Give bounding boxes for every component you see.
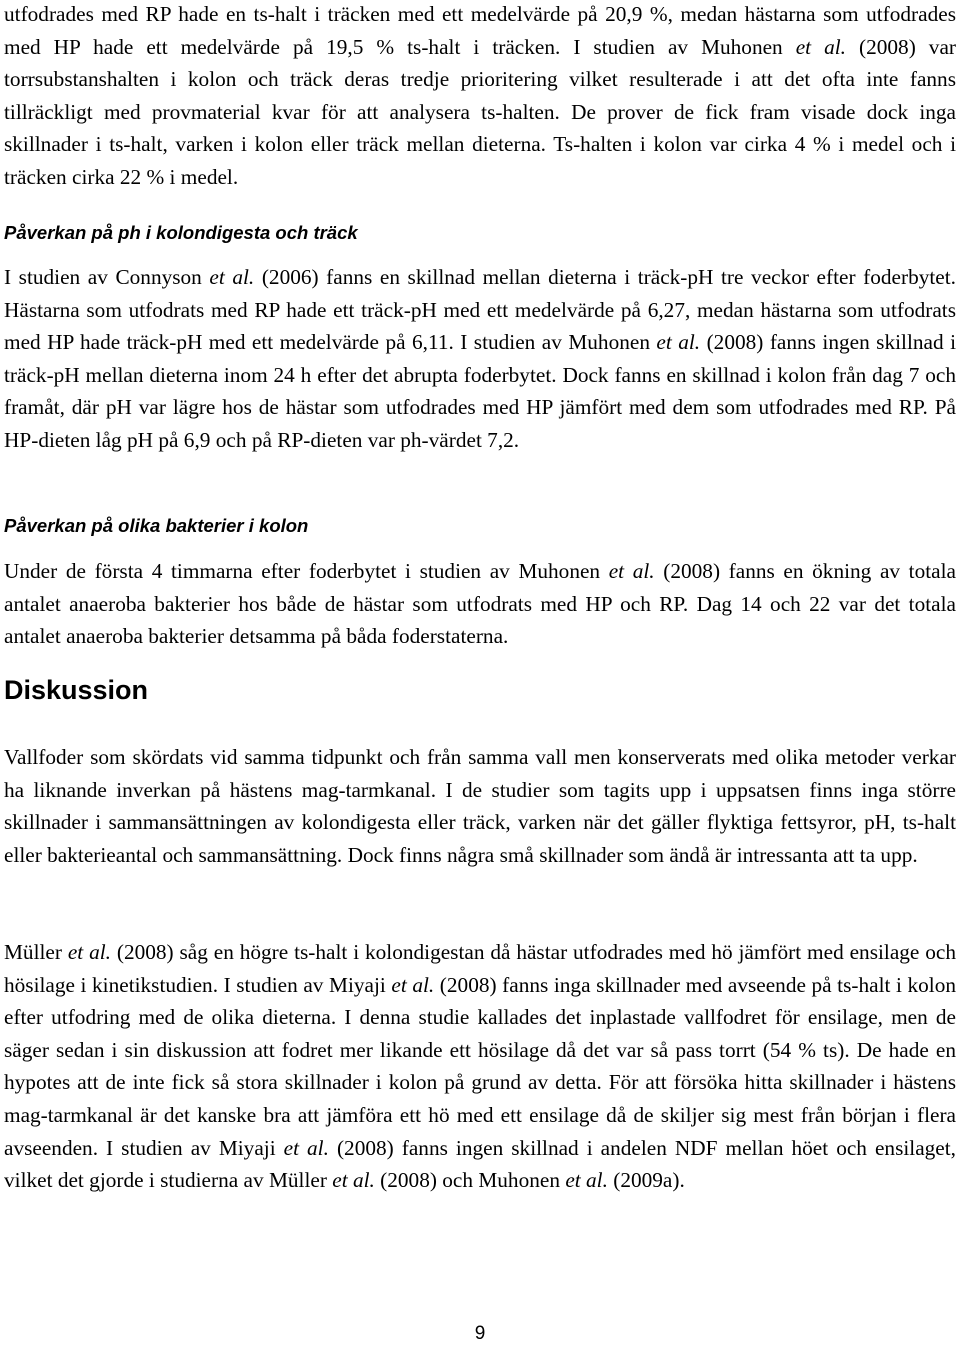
italic-et-al: et al. <box>795 34 846 59</box>
section-heading-bakterier: Påverkan på olika bakterier i kolon <box>4 515 309 536</box>
italic-et-al: et al. <box>391 972 435 997</box>
italic-et-al: et al. <box>283 1135 329 1160</box>
italic-et-al: et al. <box>565 1168 608 1193</box>
italic-et-al: et al. <box>209 265 255 289</box>
text-run: (2008) fanns ingen skillnad i träck-pH mellan dieterna inom 24 h efter det abrupta foderbytet. Dock fanns en skillnad i kolon från dag 7 och framåt, där pH var lägre hos de hästar som utfodrades med HP jämfört med dem som utfodrades med RP. På HP-dieten låg pH på 6,9 och på RP-dieten var ph-värdet 7,2. <box>4 330 956 452</box>
text-run: (2008) såg en högre ts-halt i kolondigestan då hästar utfodrades med hö jämfört med ensilage och hösilage i kinetikstudien. I studien av Miyaji <box>4 940 956 997</box>
text-run: (2008) fanns inga skillnader med avseende på ts-halt i kolon efter utfodring med de olika dieterna. I denna studie kallades det inplastade vallfodret för ensilage, men de säger sedan i sin diskussion att fodret mer likande ett hösilage då det var så pass torrt (54 % ts). De hade en hypotes att de inte fick så stora skillnader i kolon på grund av detta. För att försöka hitta skillnader i hästens mag-tarmkanal är det kanske bra att jämföra ett hö med ett ensilage då de skiljer sig mest från början i flera avseenden. I studien av Miyaji <box>4 972 956 1160</box>
italic-et-al: et al. <box>656 330 701 355</box>
text-run: (2008) var torrsubstanshalten i kolon och träck deras tredje prioritering vilket resulterade i att det ofta inte fanns tillräckligt med provmaterial kvar för att analysera ts-halten. De prover de fick fram visade dock inga skillnader i ts-halt, varken i kolon eller träck mellan dieterna. Ts-halten i kolon var cirka 4 % i medel och i träcken cirka 22 % i medel. <box>4 34 956 189</box>
italic-et-al: et al. <box>67 940 111 964</box>
text-run: (2008) fanns en ökning av totala antalet anaeroba bakterier hos både de hästar som utfodrats med HP och RP. Dag 14 och 22 var det totala antalet anaeroba bakterier detsamma på båda foderstaterna. <box>4 559 956 649</box>
text-run: Müller <box>4 940 68 964</box>
text-run: I studien av Connyson <box>4 265 210 289</box>
paragraph-ts-halt <box>4 0 956 194</box>
text-run: (2006) fanns en skillnad mellan dieterna i träck-pH tre veckor efter foderbytet. Hästarna som utfodrats med RP hade ett träck-pH med ett medelvärde på 6,27, medan hästarna som utfodrats med HP hade träck-pH med ett medelvärde på 6,11. I studien av Muhonen <box>4 265 956 355</box>
paragraph-diskussion-ts-halt <box>4 936 956 1197</box>
text-run: utfodrades med RP hade en ts-halt i träcken med ett medelvärde på 20,9 %, medan hästarna som utfodrades med HP hade ett medelvärde på 19,5 % ts-halt i träcken. I studien av Muhonen <box>4 2 956 59</box>
text-run: (2008) och Muhonen <box>374 1168 566 1193</box>
paragraph-ph <box>4 261 956 457</box>
text-run: (2008) fanns ingen skillnad i andelen NDF mellan höet och ensilaget, vilket det gjorde i studierna av Müller <box>4 1135 956 1193</box>
section-heading-diskussion: Diskussion <box>4 675 149 705</box>
paragraph-diskussion-intro: Vallfoder som skördats vid samma tidpunkt och från samma vall men konserverats med olika metoder verkar ha liknande inverkan på hästens mag-tarmkanal. I de studier som tagits upp i uppsatsen finns inga större skillnader i sammansättningen av kolondigesta eller träck, varken när det gäller flyktiga fettsyror, pH, ts-halt eller bakterieantal och sammansättning. Dock finns några små skillnader som ändå är intressanta att ta upp. <box>4 745 956 867</box>
text-run: (2009a). <box>607 1168 685 1193</box>
italic-et-al: et al. <box>608 559 655 583</box>
text-run: Under de första 4 timmarna efter foderbytet i studien av Muhonen <box>4 559 609 583</box>
section-heading-ph: Påverkan på ph i kolondigesta och träck <box>4 222 358 243</box>
page-number: 9 <box>474 1323 486 1344</box>
italic-et-al: et al. <box>332 1168 375 1193</box>
paragraph-bakterier <box>4 555 956 653</box>
